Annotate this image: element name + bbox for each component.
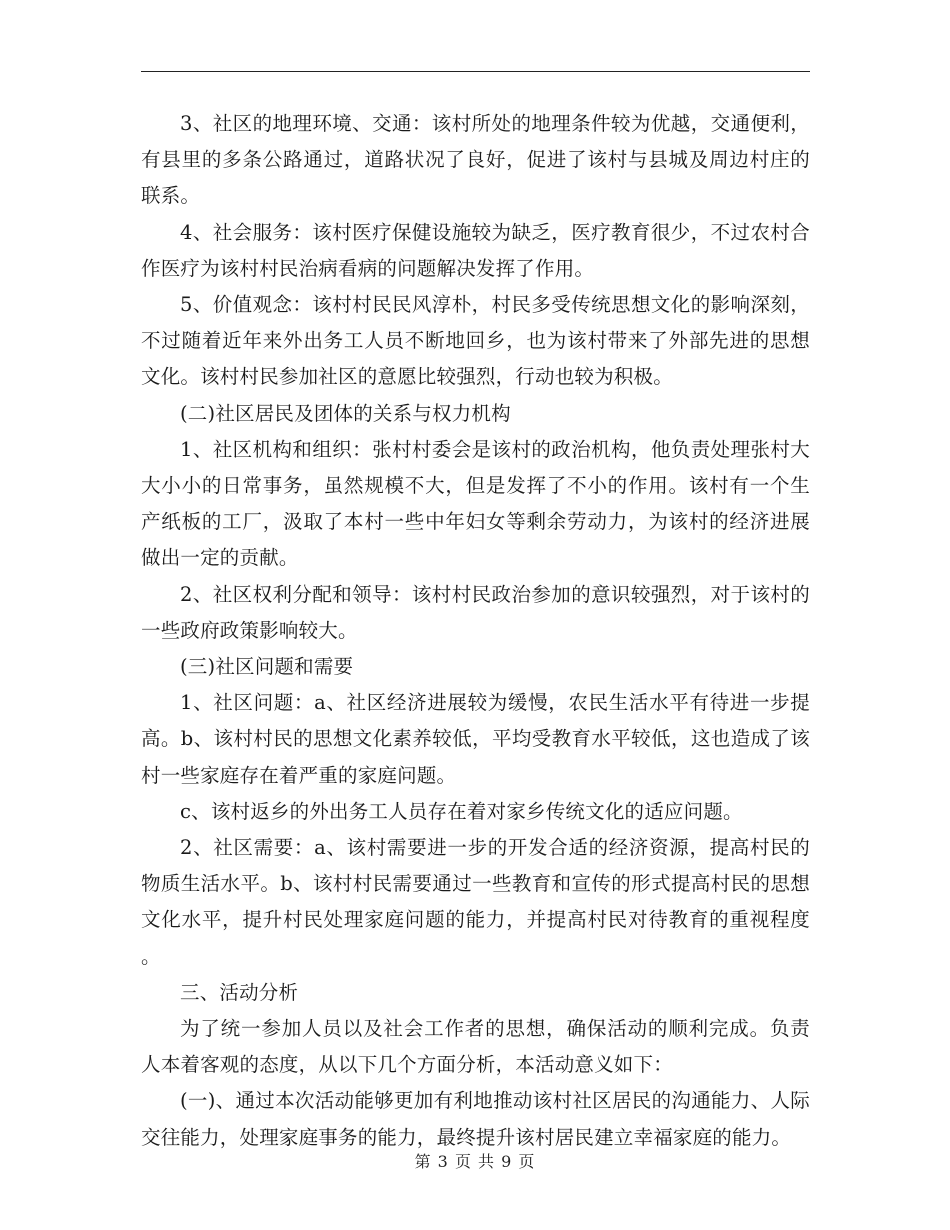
- section-heading-problems-needs: (三)社区问题和需要: [180, 655, 354, 679]
- paragraph-organizations: 1、社区机构和组织：张村村委会是该村的政治机构，他负责处理张村大大小小的日常事务，虽然规模不大，但是发挥了不小的作用。该村有一个生产纸板的工厂，汲取了本村一些中年妇女等剩余劳动力，为该村的经济进展做出一定的贡献。: [141, 437, 810, 570]
- paragraph-geography-transport: 3、社区的地理环境、交通：该村所处的地理条件较为优越，交通便利，有县里的多条公路通过，道路状况了良好，促进了该村与县城及周边村庄的联系。: [141, 112, 810, 208]
- paragraph-returnee-adaptation: c、该村返乡的外出务工人员存在着对家乡传统文化的适应问题。: [180, 799, 743, 823]
- paragraph-activity-significance-1: (一)、通过本次活动能够更加有利地推动该村社区居民的沟通能力、人际交往能力，处理家庭事务的能力，最终提升该村居民建立幸福家庭的能力。: [141, 1089, 810, 1149]
- paragraph-social-services: 4、社会服务：该村医疗保健设施较为缺乏，医疗教育很少，不过农村合作医疗为该村村民治病看病的问题解决发挥了作用。: [141, 220, 810, 280]
- section-heading-relations: (二)社区居民及团体的关系与权力机构: [180, 401, 511, 425]
- paragraph-power-distribution: 2、社区权利分配和领导：该村村民政治参加的意识较强烈，对于该村的一些政府政策影响较大。: [141, 582, 810, 642]
- section-heading-activity-analysis: 三、活动分析: [180, 980, 299, 1004]
- paragraph-community-problems: 1、社区问题：a、社区经济进展较为缓慢，农民生活水平有待进一步提高。b、该村村民的思想文化素养较低，平均受教育水平较低，这也造成了该村一些家庭存在着严重的家庭问题。: [141, 691, 810, 787]
- paragraph-community-needs: 2、社区需要：a、该村需要进一步的开发合适的经济资源，提高村民的物质生活水平。b、该村村民需要通过一些教育和宣传的形式提高村民的思想文化水平，提升村民处理家庭问题的能力，并提高村民对待教育的重视程度。: [141, 836, 810, 968]
- document-body: [141, 106, 810, 1156]
- page-number-footer: 第 3 页 共 9 页: [414, 1152, 536, 1171]
- paragraph-analysis-intro: 为了统一参加人员以及社会工作者的思想，确保活动的顺利完成。负责人本着客观的态度，从以下几个方面分析，本活动意义如下：: [141, 1017, 810, 1077]
- paragraph-values: 5、价值观念：该村村民民风淳朴，村民多受传统思想文化的影响深刻，不过随着近年来外出务工人员不断地回乡，也为该村带来了外部先进的思想文化。该村村民参加社区的意愿比较强烈，行动也较为积极。: [141, 293, 810, 389]
- header-rule: [141, 71, 810, 72]
